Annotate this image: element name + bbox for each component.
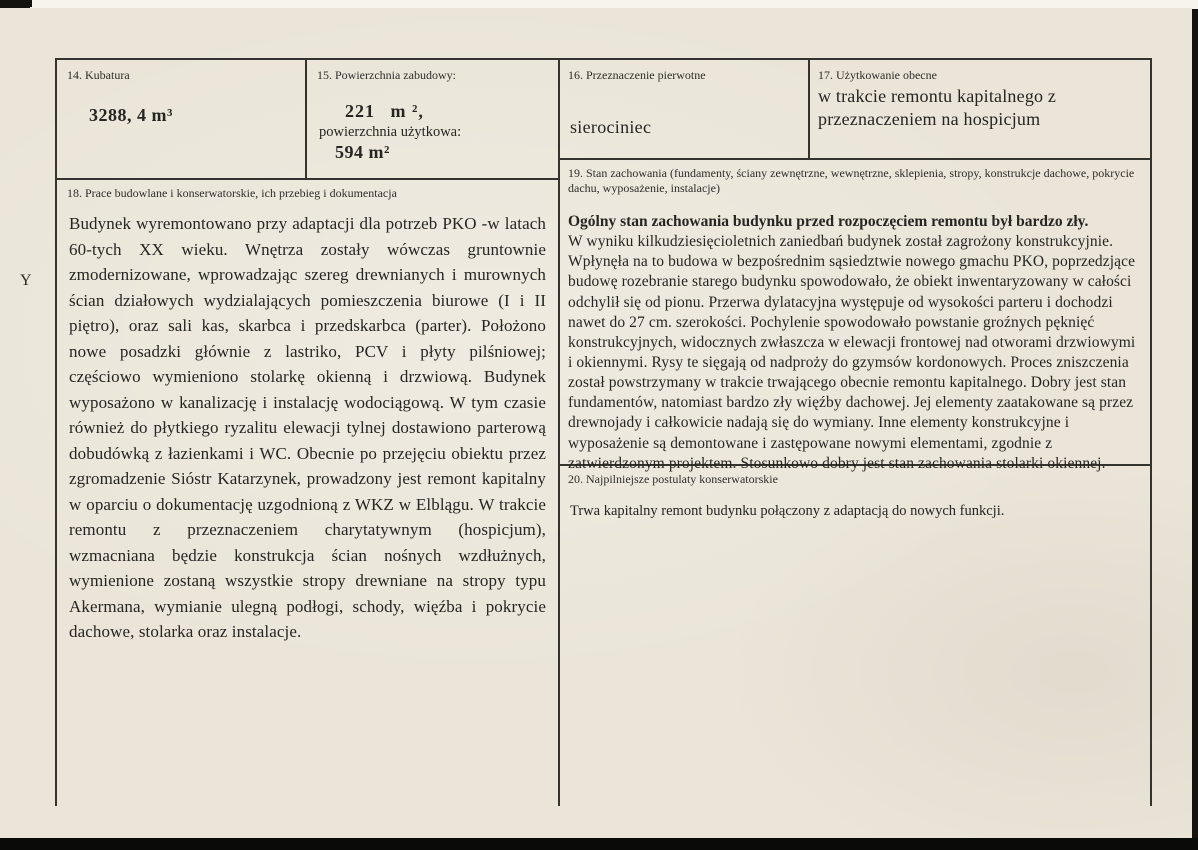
field-19-bold-summary: Ogólny stan zachowania budynku przed rozpoczęciem remontu był bardzo zły. [568, 213, 1089, 230]
field-19-stan-zachowania [558, 160, 1150, 472]
scan-edge-top-left [0, 0, 32, 7]
margin-letter: Y [20, 272, 33, 289]
row-fields-16-17 [558, 60, 1150, 160]
field-15-value-zabudowy: 221 m ², [345, 101, 424, 121]
field-19-value: W wyniku kilkudziesięcioletnich zaniedbań budynek został zagrożony konstrukcyjnie. Wpłynęła na to budowa w bezpośrednim sąsiedztwie nowego gmachu PKO, poprzedzjące budowę rozebranie starego budynku spowodowało, że obiekt inwentaryzowany w całości odchylił się od pionu. Przerwa dylatacyjna występuje od wysokości parteru i dochodzi nawet do 27 cm. szerokości. Pochylenie spowodowało powstanie groźnych pęknięć konstrukcyjnych, widocznych zwłaszcza w elewacji frontowej nad otworami drzwiowymi i okiennymi. Rysy te sięgają od nadproży do gzymsów kordonowych. Proces zniszczenia został powstrzymany w trakcie trwającego obecnie remontu kapitalnego. Dobry jest stan fundamentów, natomiast bardzo zły więźby dachowej. Jej elementy zaatakowane są przez drewnojady i całkowicie nadają się do wymiany. Inne elementy konstrukcyjne i wyposażenie są demontowane i zastępowane nowymi elementami, zgodnie z zatwierdzonym projektem. Stosunkowo dobry jest stan zachowania stolarki okiennej. [568, 233, 1136, 472]
form-paper [0, 8, 1192, 838]
row-fields-14-15 [57, 60, 558, 180]
field-20-value: Trwa kapitalny remont budynku połączony z adaptacją do nowych funkcji. [570, 503, 1005, 519]
field-20-label: 20. Najpilniejsze postulaty konserwatorskie [568, 472, 778, 486]
field-17-uzytkowanie-obecne [810, 60, 1150, 158]
field-16-przeznaczenie-pierwotne [558, 60, 810, 158]
field-15-value-uzytkowa: 594 m² [335, 142, 390, 162]
field-14-value: 3288, 4 m³ [89, 105, 173, 125]
form-left-column [55, 58, 560, 806]
field-16-value: sierociniec [570, 117, 652, 137]
field-20-postulaty-konserwatorskie [558, 466, 1150, 806]
field-17-label: 17. Użytkowanie obecne [818, 68, 937, 82]
field-19-label: 19. Stan zachowania (fundamenty, ściany zewnętrzne, wewnętrzne, sklepienia, stropy, konstrukcje dachowe, pokrycie dachu, wyposażenie, instalacje) [568, 166, 1135, 195]
field-16-label: 16. Przeznaczenie pierwotne [568, 68, 706, 82]
field-18-prace-budowlane [57, 180, 558, 806]
field-14-label: 14. Kubatura [67, 68, 130, 82]
field-18-label: 18. Prace budowlane i konserwatorskie, ich przebieg i dokumentacja [67, 186, 397, 200]
field-17-value: w trakcie remontu kapitalnego z przeznaczeniem na hospicjum [818, 86, 1057, 130]
form-right-column [558, 58, 1152, 806]
field-15-powierzchnia-zabudowy [307, 60, 558, 178]
form-table [55, 58, 1152, 806]
field-15-label: 15. Powierzchnia zabudowy: [317, 68, 456, 82]
scan-edge-bottom [0, 838, 1198, 850]
field-15-sublabel: powierzchnia użytkowa: [319, 124, 462, 140]
field-18-value: Budynek wyremontowano przy adaptacji dla potrzeb PKO -w latach 60-tych XX wieku. Wnętrza zostały wówczas gruntownie zmodernizowane, wprowadzając szereg drewnianych i murownych ścian działowych wydzialających pomieszczenia biurowe (I i II piętro), oraz sali kas, skarbca i przedskarbca (parter). Położono nowe posadzki głównie z lastriko, PCV i płyty pilśniowej; częściowo wymieniono stolarkę okienną i drzwiową. Budynek wyposażono w kanalizację i instalację wodociągową. W tym czasie również do płytkiego ryzalitu elewacji tylnej dostawiono parterową dobudówką z łazienkami i WC. Obecnie po przejęciu obiektu przez zgromadzenie Sióstr Katarzynek, prowadzony jest remont kapitalny w oparciu o dokumentację uzgodnioną z WKZ w Elblągu. W trakcie remontu z przeznaczeniem charytatywnym (hospicjum), wzmacniana będzie konstrukcja ścian nośnych wzdłużnych, wymienione zostaną wszystkie stropy drewniane na stropy typu Akermana, wymianie ulegną podłogi, schody, więźba i pokrycie dachowe, stolarka oraz instalacje. [69, 214, 546, 641]
field-14-kubatura [57, 60, 307, 178]
